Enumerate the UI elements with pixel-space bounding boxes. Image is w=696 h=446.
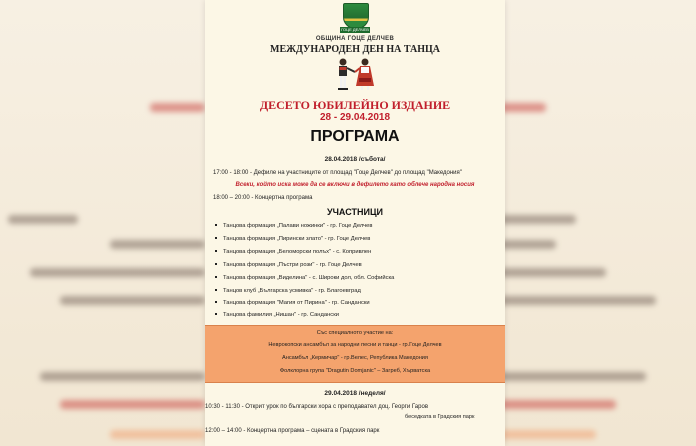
schedule-text: - Концертна програма	[251, 195, 313, 201]
special-guest-item: Фолклорна група "Dragutin Domjanic" – Загреб, Хърватска	[279, 368, 431, 374]
participant-item: Танцова фамилия „Нишан" - гр. Сандански	[215, 312, 339, 318]
special-guest-item: Неврокопски ансамбъл за народни песни и танци - гр.Гоце Делчев	[268, 342, 442, 348]
participant-item: Танцова формация „Пирински злато" - гр. Гоце Делчев	[215, 236, 370, 242]
schedule-line	[213, 170, 462, 176]
participant-item: Танцова формация „Палави ножинки" - гр. Гоце Делчев	[215, 223, 372, 229]
bullet-icon	[215, 237, 217, 239]
bullet-icon	[215, 301, 217, 303]
schedule-line	[205, 404, 428, 410]
bullet-icon	[215, 250, 217, 252]
crest-label: ГОЦЕ ДЕЛЧЕВ	[341, 27, 369, 32]
bullet-icon	[215, 289, 217, 291]
blurred-background-left	[0, 0, 210, 446]
blurred-background-right	[486, 0, 696, 446]
day2-heading: 29.04.2018 /неделя/	[324, 390, 386, 397]
event-title: МЕЖДУНАРОДЕН ДЕН НА ТАНЦА	[270, 44, 440, 55]
special-guest-item: Ансамбъл „Кермичар" - гр.Велес, Република Македония	[282, 355, 428, 361]
schedule-location: беседката в Градския парк	[405, 414, 475, 420]
schedule-line	[213, 195, 312, 201]
folk-dancers-illustration-icon	[325, 56, 385, 96]
participants-heading: УЧАСТНИЦИ	[327, 207, 383, 217]
participant-item: Танцова формация "Магия от Пирина" - гр. Сандански	[215, 300, 370, 306]
schedule-time: 10:30 - 11:30	[205, 404, 240, 410]
schedule-text: - Дефиле на участниците от площад "Гоце Делчев" до площад "Македония"	[250, 170, 462, 176]
schedule-time: 17:00 - 18:00	[213, 170, 249, 176]
schedule-line	[205, 428, 379, 434]
participant-item: Танцова формация „Пъстри рози" - гр. Гоце Делчев	[215, 262, 362, 268]
edition-title: ДЕСЕТО ЮБИЛЕЙНО ИЗДАНИЕ	[259, 98, 451, 112]
schedule-time: 12:00 – 14:00	[205, 428, 242, 434]
special-guests-heading: Със специалното участие на:	[316, 330, 394, 336]
bullet-icon	[215, 313, 217, 315]
program-poster	[205, 0, 505, 446]
event-dates: 28 - 29.04.2018	[319, 112, 391, 123]
participant-item: Танцов клуб „Българска усмивка" - гр. Благоевград	[215, 288, 361, 294]
participant-item: Танцова формация „Беломорски полъх" - с. Копривлен	[215, 249, 371, 255]
participant-item: Танцова формация „Виделина" - с. Широки дол, обл. Софийска	[215, 275, 394, 281]
municipality-name: ОБЩИНА ГОЦЕ ДЕЛЧЕВ	[315, 36, 395, 42]
program-heading: ПРОГРАМА	[310, 128, 400, 145]
bullet-icon	[215, 276, 217, 278]
schedule-time: 18:00 – 20:00	[213, 195, 250, 201]
bullet-icon	[215, 263, 217, 265]
special-guests-box	[205, 325, 505, 383]
schedule-text: - Концертна програма – сцената в Градския парк	[243, 428, 380, 434]
bullet-icon	[215, 224, 217, 226]
parade-notice: Всеки, който иска може да се включи в дефилето като облече народна носия	[235, 182, 475, 188]
day1-heading: 28.04.2018 /събота/	[324, 156, 386, 163]
municipality-crest-icon	[340, 3, 370, 33]
schedule-text: - Открит урок по български хора с преподавател доц. Георги Гаров	[241, 404, 429, 410]
